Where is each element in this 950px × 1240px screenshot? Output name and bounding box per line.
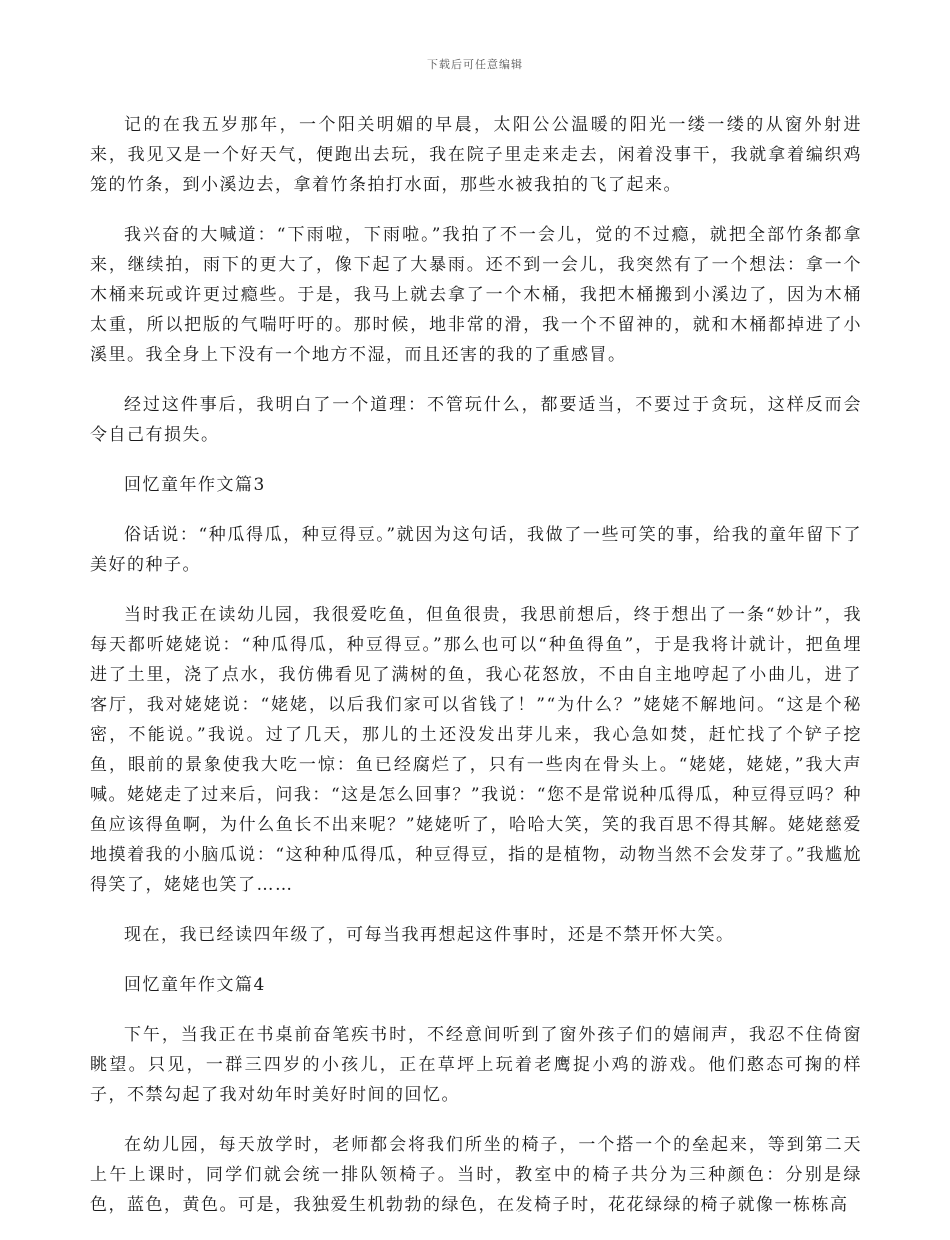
paragraph: 在幼儿园，每天放学时，老师都会将我们所坐的椅子，一个搭一个的垒起来，等到第二天上午上课时，同学们就会统一排队领椅子。当时，教室中的椅子共分为三种颜色：分别是绿色，蓝色，黄色。可是，我独爱生机勃勃的绿色，在发椅子时，花花绿绿的椅子就像一栋栋高 (90, 1135, 862, 1215)
paragraph: 现在，我已经读四年级了，可每当我再想起这件事时，还是不禁开怀大笑。 (124, 925, 735, 945)
page-header: 下载后可任意编辑 (427, 58, 523, 71)
paragraph: 记的在我五岁那年，一个阳关明媚的早晨，太阳公公温暖的阳光一缕一缕的从窗外射进来，我见又是一个好天气，便跑出去玩，我在院子里走来走去，闲着没事干，我就拿着编织鸡笼的竹条，到小溪边去，拿着竹条拍打水面，那些水被我拍的飞了起来。 (90, 115, 862, 195)
section-heading: 回忆童年作文篇3 (124, 475, 266, 495)
section-heading: 回忆童年作文篇4 (124, 975, 266, 995)
document-body (90, 110, 862, 1240)
paragraph: 经过这件事后，我明白了一个道理：不管玩什么，都要适当，不要过于贪玩，这样反而会令自己有损失。 (90, 395, 862, 445)
paragraph: 俗话说：“种瓜得瓜，种豆得豆。”就因为这句话，我做了一些可笑的事，给我的童年留下了美好的种子。 (90, 525, 862, 575)
paragraph: 当时我正在读幼儿园，我很爱吃鱼，但鱼很贵，我思前想后，终于想出了一条“妙计”，我每天都听姥姥说：“种瓜得瓜，种豆得豆。”那么也可以“种鱼得鱼”，于是我将计就计，把鱼埋进了土里，浇了点水，我仿佛看见了满树的鱼，我心花怒放，不由自主地哼起了小曲儿，进了客厅，我对姥姥说：“姥姥，以后我们家可以省钱了！”“为什么？”姥姥不解地问。“这是个秘密，不能说。”我说。过了几天，那儿的土还没发出芽儿来，我心急如焚，赶忙找了个铲子挖鱼，眼前的景象使我大吃一惊：鱼已经腐烂了，只有一些肉在骨头上。“姥姥，姥姥，”我大声喊。姥姥走了过来后，问我：“这是怎么回事？”我说：“您不是常说种瓜得瓜，种豆得豆吗？种鱼应该得鱼啊，为什么鱼长不出来呢？”姥姥听了，哈哈大笑，笑的我百思不得其解。姥姥慈爱地摸着我的小脑瓜说：“这种种瓜得瓜，种豆得豆，指的是植物，动物当然不会发芽了。”我尴尬得笑了，姥姥也笑了…… (90, 605, 862, 895)
paragraph: 我兴奋的大喊道：“下雨啦，下雨啦。”我拍了不一会儿，觉的不过瘾，就把全部竹条都拿来，继续拍，雨下的更大了，像下起了大暴雨。还不到一会儿，我突然有了一个想法：拿一个木桶来玩或许更过瘾些。于是，我马上就去拿了一个木桶，我把木桶搬到小溪边了，因为木桶太重，所以把版的气喘吁吁的。那时候，地非常的滑，我一个不留神的，就和木桶都掉进了小溪里。我全身上下没有一个地方不湿，而且还害的我的了重感冒。 (90, 225, 862, 365)
paragraph: 下午，当我正在书桌前奋笔疾书时，不经意间听到了窗外孩子们的嬉闹声，我忍不住倚窗眺望。只见，一群三四岁的小孩儿，正在草坪上玩着老鹰捉小鸡的游戏。他们憨态可掬的样子，不禁勾起了我对幼年时美好时间的回忆。 (90, 1025, 862, 1105)
